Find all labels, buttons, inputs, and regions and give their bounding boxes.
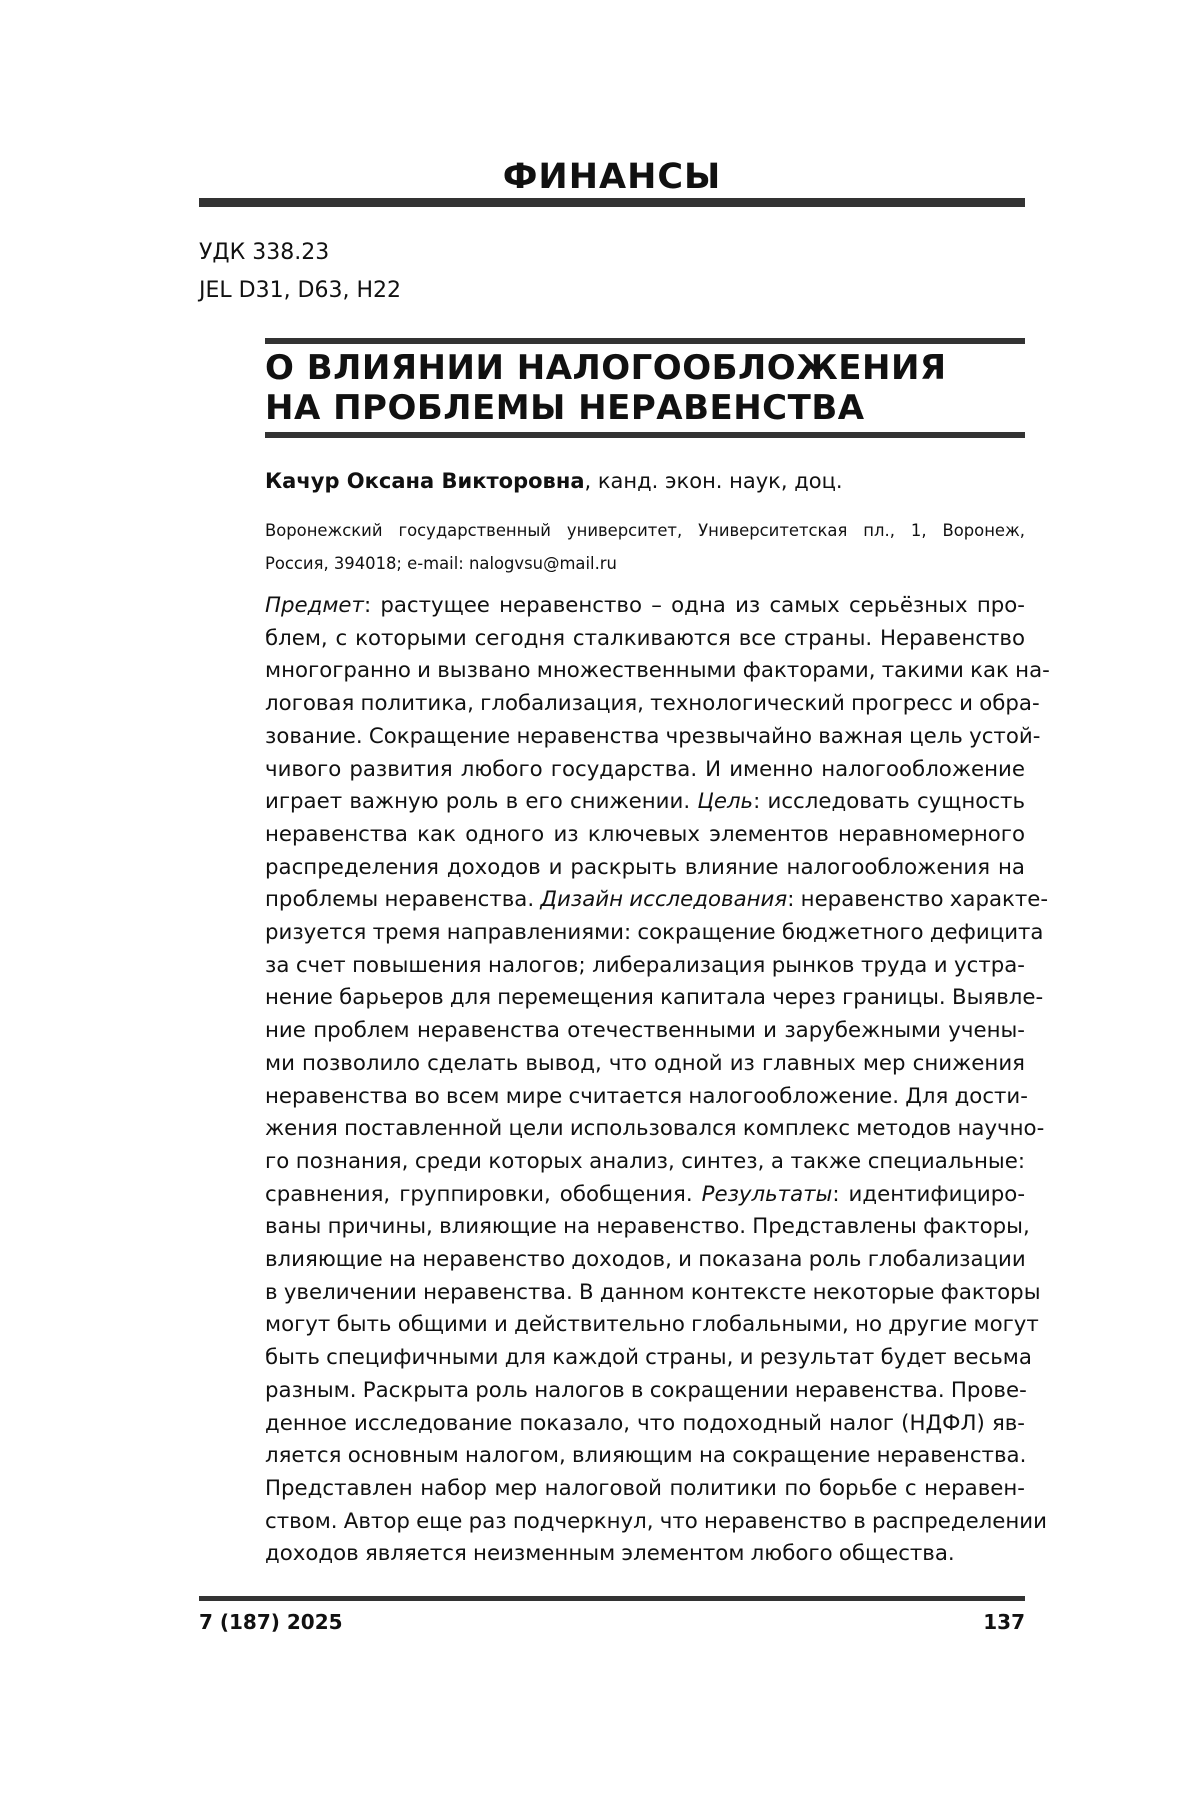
abstract-line: доходов является неизменным элементом любого общества. bbox=[265, 1541, 955, 1567]
title-rule-bottom bbox=[265, 432, 1025, 438]
abstract-line: влияющие на неравенство доходов, и показана роль глобализации bbox=[265, 1247, 1026, 1273]
author-degree: , канд. экон. наук, доц. bbox=[584, 469, 843, 493]
issue-number: 7 (187) 2025 bbox=[199, 1610, 343, 1634]
abstract-line: логовая политика, глобализация, технологический прогресс и обра- bbox=[265, 691, 1040, 717]
author-line bbox=[265, 466, 1025, 496]
abstract-line: ние проблем неравенства отечественными и зарубежными учены- bbox=[265, 1018, 1025, 1044]
abstract-line: го познания, среди которых анализ, синтез, а также специальные: bbox=[265, 1148, 1025, 1174]
abstract-line: нение барьеров для перемещения капитала через границы. Выявле- bbox=[265, 985, 1044, 1011]
abstract-line: многогранно и вызвано множественными факторами, такими как на- bbox=[265, 658, 1050, 684]
section-rule bbox=[199, 198, 1025, 207]
abstract-line: чивого развития любого государства. И именно налогообложение bbox=[265, 756, 1025, 782]
abstract-line: распределения доходов и раскрыть влияние налогообложения на bbox=[265, 854, 1025, 880]
page-number: 137 bbox=[983, 1610, 1025, 1634]
abstract-line: разным. Раскрыта роль налогов в сокращении неравенства. Прове- bbox=[265, 1377, 1027, 1403]
abstract-line: ризуется тремя направлениями: сокращение бюджетного дефицита bbox=[265, 920, 1044, 946]
abstract-heading: Результаты bbox=[701, 1181, 833, 1207]
abstract-line: Представлен набор мер налоговой политики по борьбе с нерaвен- bbox=[265, 1475, 1025, 1501]
abstract-line: ляется основным налогом, влияющим на сокращение неравенства. bbox=[265, 1443, 1027, 1469]
abstract-line: ми позволило сделать вывод, что одной из главных мер снижения bbox=[265, 1050, 1025, 1076]
author-name: Качур Оксана Викторовна bbox=[265, 469, 585, 493]
abstract-line: за счет повышения налогов; либерализация рынков труда и устра- bbox=[265, 952, 1025, 978]
abstract-line: быть специфичными для каждой страны, и результат будет весьма bbox=[265, 1345, 1032, 1371]
abstract-line: Предмет: растущее неравенство – одна из самых серьёзных про- bbox=[265, 593, 1025, 618]
abstract-line: в увеличении неравенства. В данном контексте некоторые факторы bbox=[265, 1279, 1041, 1305]
abstract-line: блем, с которыми сегодня сталкиваются все страны. Неравенство bbox=[265, 625, 1025, 651]
abstract-line: ваны причины, влияющие на неравенство. Представлены факторы, bbox=[265, 1214, 1030, 1240]
abstract bbox=[265, 590, 1050, 1571]
footer-rule bbox=[199, 1596, 1025, 1601]
abstract-line: сравнения, группировки, обобщения. Результаты: идентифициро- bbox=[265, 1181, 1026, 1207]
article-title bbox=[265, 348, 1025, 428]
udk-code: УДК 338.23 bbox=[199, 240, 330, 265]
abstract-line: жения поставленной цели использовался комплекс методов научно- bbox=[265, 1116, 1045, 1142]
abstract-heading: Дизайн исследования bbox=[540, 887, 788, 913]
article-title-line: О ВЛИЯНИИ НАЛОГООБЛОЖЕНИЯ bbox=[265, 348, 947, 388]
title-rule-top bbox=[265, 338, 1025, 344]
abstract-line: неравенства как одного из ключевых элементов неравномерного bbox=[265, 821, 1025, 847]
jel-codes: JEL D31, D63, H22 bbox=[199, 278, 402, 303]
abstract-line: денное исследование показало, что подоходный налог (НДФЛ) яв- bbox=[265, 1410, 1025, 1436]
abstract-line: неравенства во всем мире считается налогообложение. Для дости- bbox=[265, 1083, 1028, 1109]
author-affiliation: Воронежский государственный университет, Университетская пл., 1, Воронеж, Россия, 394018; e-mail: nalogvsu@mail.ru bbox=[265, 521, 1025, 573]
abstract-line: могут быть общими и действительно глобальными, но другие могут bbox=[265, 1312, 1039, 1338]
abstract-line: ством. Автор еще раз подчеркнул, что неравенство в распределении bbox=[265, 1508, 1047, 1534]
abstract-line: играет важную роль в его снижении. Цель: исследовать сущность bbox=[265, 789, 1025, 815]
section-title: ФИНАНСЫ bbox=[502, 157, 722, 197]
abstract-heading: Предмет bbox=[265, 593, 364, 618]
abstract-line: проблемы неравенства. Дизайн исследования: неравенство характе- bbox=[265, 887, 1049, 913]
abstract-heading: Цель bbox=[697, 789, 754, 815]
article-title-line: НА ПРОБЛЕМЫ НЕРАВЕНСТВА bbox=[265, 388, 865, 428]
abstract-line: зование. Сокращение неравенства чрезвычайно важная цель устой- bbox=[265, 723, 1041, 749]
